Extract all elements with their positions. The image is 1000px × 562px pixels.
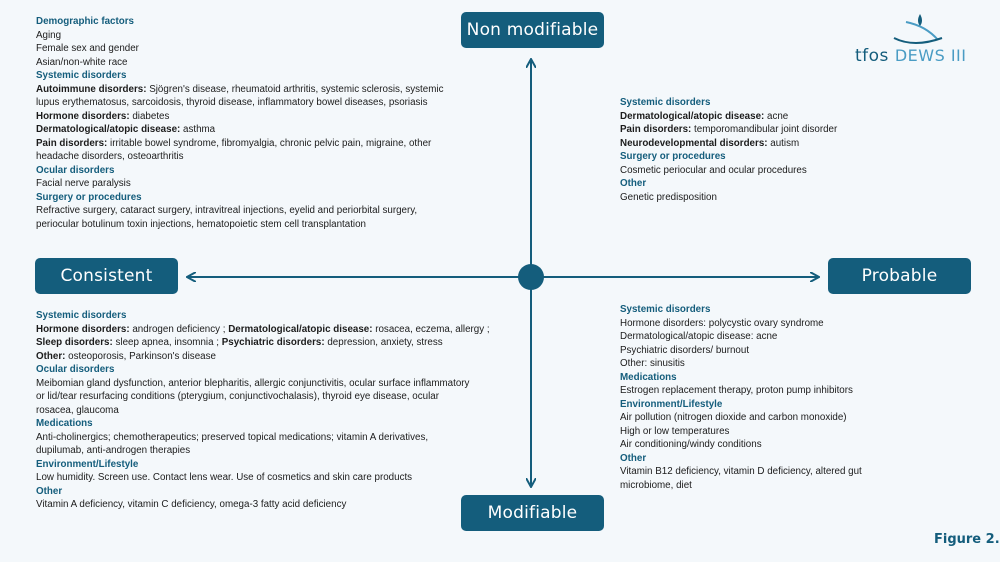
- section-title: Ocular disorders: [36, 364, 115, 375]
- section-title: Environment/Lifestyle: [36, 458, 139, 470]
- logo-text-tfos: tfos: [855, 46, 889, 66]
- factor-text: microbiome, diet: [620, 479, 692, 491]
- factor-text: Hormone disorders: polycystic ovary syndrome: [620, 317, 824, 329]
- factor-line: [36, 323, 496, 337]
- section-title: Surgery or procedures: [620, 151, 726, 162]
- factor-text: Estrogen replacement therapy, proton pump inhibitors: [620, 385, 853, 396]
- factor-text: periocular botulinum toxin injections, hematopoietic stem cell transplantation: [36, 218, 367, 230]
- factor-line: [620, 330, 900, 344]
- factor-section: [620, 452, 900, 493]
- factor-label: Pain disorders:: [620, 124, 692, 135]
- factor-text: temporomandibular joint disorder: [691, 124, 838, 135]
- factor-label: Other:: [36, 350, 66, 362]
- factor-label: Psychiatric disorders:: [221, 337, 325, 348]
- factor-text: rosacea, glaucoma: [36, 404, 119, 416]
- factor-text: sleep apnea, insomnia ;: [112, 337, 222, 348]
- factor-text: Facial nerve paralysis: [36, 178, 131, 189]
- factor-text: Female sex and gender: [36, 43, 139, 54]
- figure-caption: Figure 2.: [934, 532, 1000, 547]
- axis-center-node: [518, 264, 544, 290]
- quadrant-nonmodifiable-consistent: [36, 15, 456, 231]
- factor-text: rosacea, eczema, allergy ;: [372, 323, 490, 335]
- factor-text: or lid/tear resurfacing conditions (pterygium, conjunctivochalasis), thyroid eye disease, ocular: [36, 391, 439, 402]
- section-title: Other: [36, 485, 63, 497]
- factor-line: [36, 350, 496, 364]
- factor-section: [620, 177, 880, 204]
- factor-line: [620, 344, 900, 358]
- axis-label-non-modifiable: Non modifiable: [461, 12, 604, 48]
- section-title: Environment/Lifestyle: [620, 398, 723, 410]
- factor-line: [620, 191, 880, 205]
- section-title: Demographic factors: [36, 16, 134, 27]
- factor-text: Vitamin B12 deficiency, vitamin D deficiency, altered gut: [620, 466, 862, 477]
- factor-section: [36, 485, 496, 512]
- factor-line: [620, 317, 900, 331]
- factor-line: [620, 357, 900, 371]
- factor-label: Dermatological/atopic disease:: [228, 323, 373, 335]
- factor-line: [36, 471, 496, 485]
- factor-section: [620, 398, 900, 452]
- factor-line: [36, 150, 456, 164]
- factor-line: [36, 110, 456, 124]
- factor-section: [36, 309, 496, 363]
- factor-line: [620, 384, 900, 398]
- section-title: Other: [620, 178, 647, 189]
- factor-text: Air conditioning/windy conditions: [620, 439, 762, 450]
- factor-text: irritable bowel syndrome, fibromyalgia, chronic pelvic pain, migraine, other: [107, 137, 432, 149]
- factor-line: [36, 336, 496, 350]
- factor-section: [620, 303, 900, 371]
- factor-line: [36, 404, 496, 418]
- factor-text: Meibomian gland dysfunction, anterior blepharitis, allergic conjunctivitis, ocular surface inflammatory: [36, 377, 470, 389]
- section-title: Systemic disorders: [620, 304, 711, 315]
- factor-label: Pain disorders:: [36, 137, 108, 149]
- factor-line: [620, 438, 900, 452]
- factor-line: [36, 42, 456, 56]
- axis-label-probable: Probable: [828, 258, 971, 294]
- factor-line: [36, 218, 456, 232]
- factor-text: dupilumab, anti-androgen therapies: [36, 445, 191, 456]
- factor-text: diabetes: [129, 110, 170, 122]
- factor-line: [36, 29, 456, 43]
- factor-line: [36, 377, 496, 391]
- factor-text: Anti-cholinergics; chemotherapeutics; preserved topical medications; vitamin A derivatives,: [36, 431, 429, 443]
- factor-text: Refractive surgery, cataract surgery, intravitreal injections, eyelid and periorbital surgery,: [36, 205, 418, 216]
- factor-line: [620, 465, 900, 479]
- section-title: Systemic disorders: [36, 70, 127, 81]
- axis-label-modifiable: Modifiable: [461, 495, 604, 531]
- factor-text: Vitamin A deficiency, vitamin C deficiency, omega-3 fatty acid deficiency: [36, 499, 347, 510]
- factor-line: [36, 56, 456, 70]
- quadrant-modifiable-probable: [620, 303, 900, 492]
- factor-text: Air pollution (nitrogen dioxide and carbon monoxide): [620, 412, 847, 423]
- factor-line: [36, 498, 496, 512]
- factor-text: Psychiatric disorders/ burnout: [620, 344, 750, 356]
- factor-text: Sjögren's disease, rheumatoid arthritis, systemic sclerosis, systemic: [146, 83, 444, 95]
- factor-line: [620, 425, 900, 439]
- factor-text: acne: [764, 110, 789, 122]
- section-title: Other: [620, 452, 647, 464]
- factor-text: Other: sinusitis: [620, 358, 685, 369]
- section-title: Surgery or procedures: [36, 191, 142, 203]
- factor-section: [36, 417, 496, 458]
- factor-text: lupus erythematosus, sarcoidosis, thyroid disease, inflammatory bowel diseases, psoriasis: [36, 97, 428, 108]
- factor-line: [620, 479, 900, 493]
- factor-label: Hormone disorders:: [36, 323, 130, 335]
- factor-text: autism: [767, 137, 800, 149]
- factor-line: [620, 411, 900, 425]
- factor-label: Dermatological/atopic disease:: [36, 124, 181, 135]
- factor-line: [36, 444, 496, 458]
- factor-section: [36, 15, 456, 69]
- factor-text: Dermatological/atopic disease: acne: [620, 331, 778, 342]
- factor-line: [36, 123, 456, 137]
- factor-label: Autoimmune disorders:: [36, 83, 147, 95]
- factor-text: High or low temperatures: [620, 425, 730, 437]
- factor-line: [36, 83, 456, 97]
- factor-label: Sleep disorders:: [36, 337, 113, 348]
- factor-line: [620, 137, 880, 151]
- quadrant-nonmodifiable-probable: [620, 96, 880, 204]
- factor-text: osteoporosis, Parkinson's disease: [65, 350, 216, 362]
- section-title: Ocular disorders: [36, 164, 115, 176]
- factor-text: Low humidity. Screen use. Contact lens wear. Use of cosmetics and skin care products: [36, 472, 413, 483]
- factor-line: [36, 431, 496, 445]
- factor-section: [620, 150, 880, 177]
- factor-text: Aging: [36, 29, 62, 41]
- factor-line: [620, 123, 880, 137]
- factor-label: Dermatological/atopic disease:: [620, 110, 765, 122]
- factor-label: Neurodevelopmental disorders:: [620, 137, 768, 149]
- axis-label-consistent: Consistent: [35, 258, 178, 294]
- factor-label: Hormone disorders:: [36, 110, 130, 122]
- factor-section: [620, 371, 900, 398]
- factor-section: [36, 363, 496, 417]
- factor-section: [36, 164, 456, 191]
- factor-line: [36, 177, 456, 191]
- logo-text-dews: DEWS III: [894, 46, 967, 65]
- factor-line: [36, 204, 456, 218]
- quadrant-modifiable-consistent: [36, 309, 496, 512]
- factor-line: [36, 137, 456, 151]
- section-title: Medications: [620, 371, 677, 383]
- factor-section: [36, 69, 456, 164]
- factor-text: Asian/non-white race: [36, 56, 128, 68]
- factor-section: [36, 191, 456, 232]
- factor-section: [36, 458, 496, 485]
- factor-text: androgen deficiency ;: [129, 323, 229, 335]
- factor-text: depression, anxiety, stress: [324, 337, 443, 348]
- section-title: Systemic disorders: [36, 310, 127, 321]
- factor-section: [620, 96, 880, 150]
- factor-text: asthma: [180, 124, 216, 135]
- tfos-logo: [855, 46, 966, 66]
- factor-line: [620, 164, 880, 178]
- factor-line: [36, 96, 456, 110]
- factor-text: Cosmetic periocular and ocular procedures: [620, 164, 807, 176]
- factor-line: [620, 110, 880, 124]
- factor-line: [36, 390, 496, 404]
- section-title: Medications: [36, 418, 93, 429]
- factor-text: headache disorders, osteoarthritis: [36, 151, 184, 162]
- factor-text: Genetic predisposition: [620, 191, 717, 203]
- section-title: Systemic disorders: [620, 97, 711, 108]
